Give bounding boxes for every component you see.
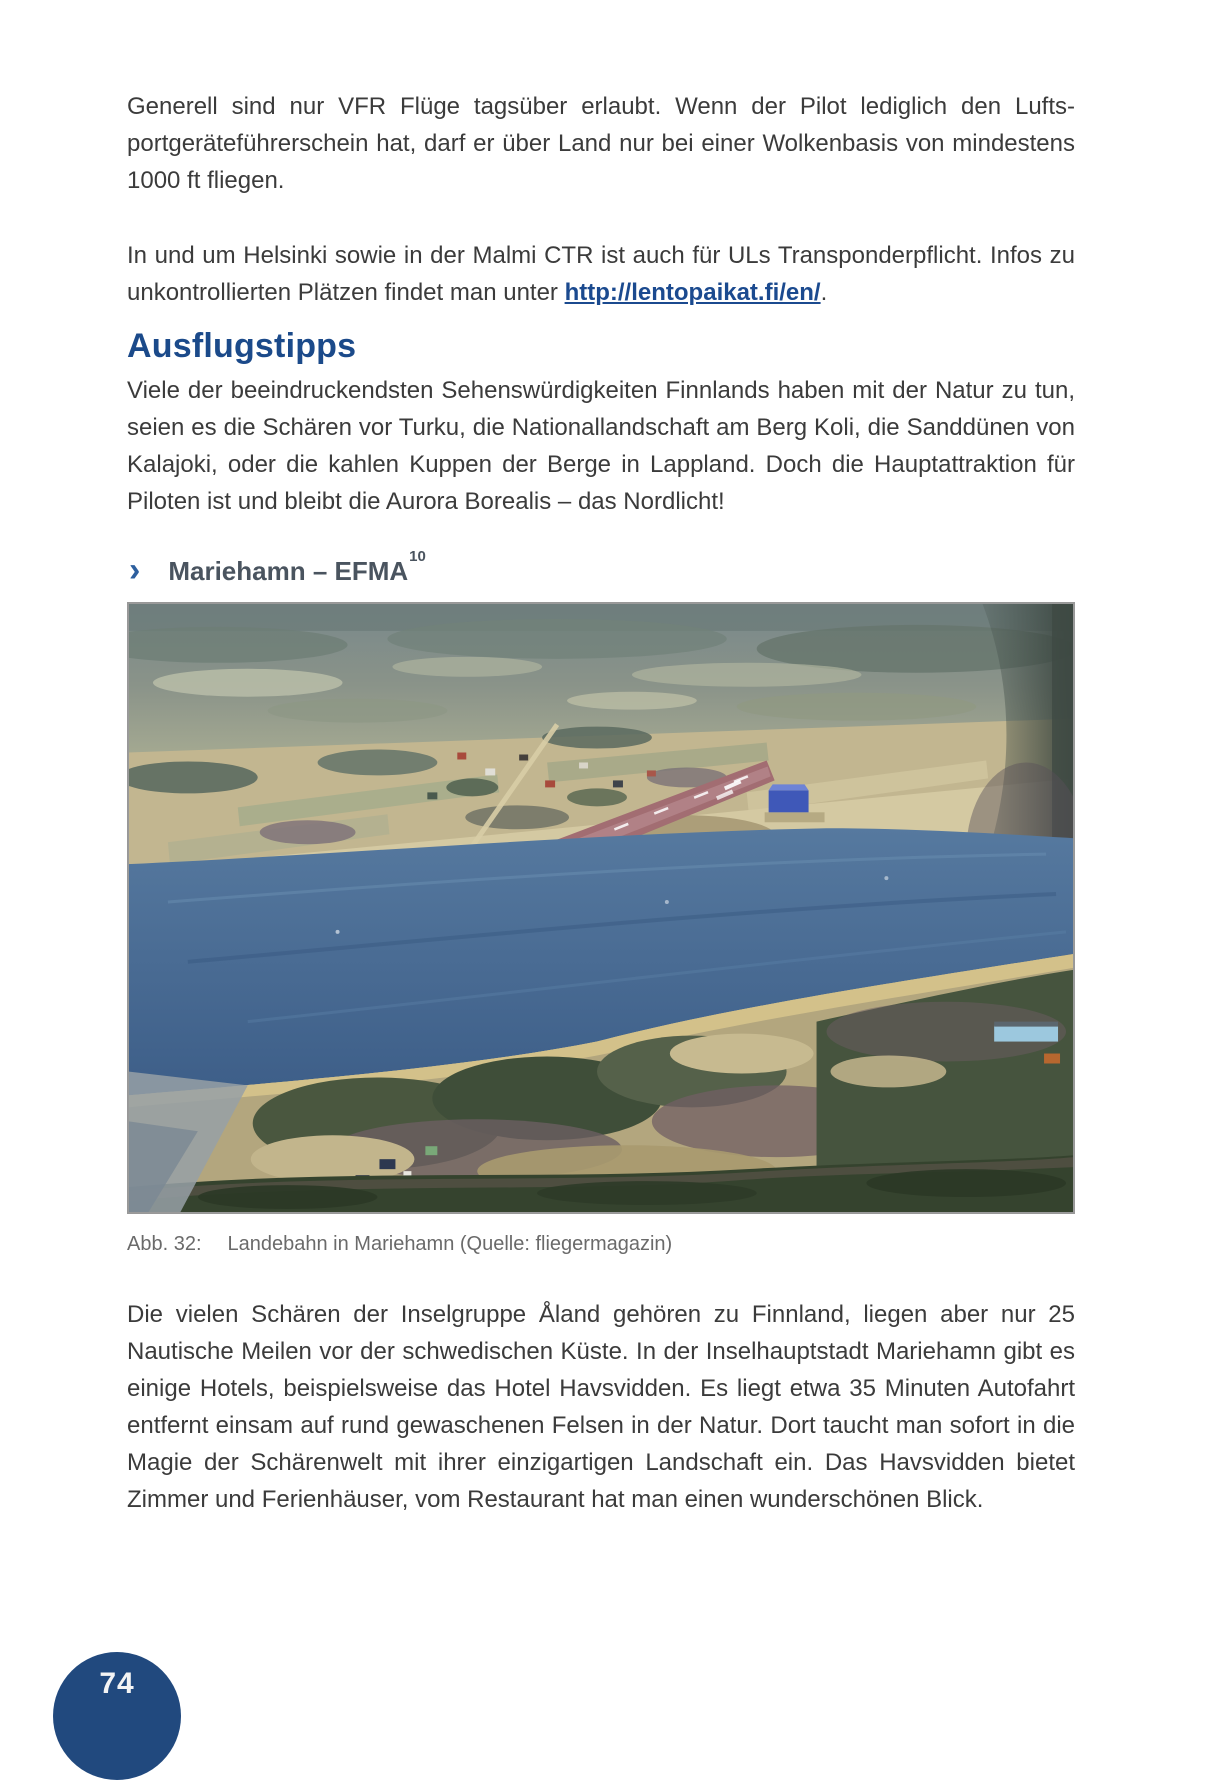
page-number-badge: [53, 1652, 181, 1780]
sentence-period: .: [820, 279, 828, 306]
paragraph-transponder: [127, 237, 1075, 311]
subsection-title: [168, 548, 426, 588]
figure-caption-label: Abb. 32:: [127, 1233, 202, 1255]
footnote-marker: 10: [409, 548, 426, 566]
figure-caption: [127, 1230, 1075, 1258]
paragraph-aland: Die vielen Schären der Inselgruppe Åland gehören zu Finnland, liegen aber nur 25 Nautische Meilen vor der schwedischen Küste. In der Inselhauptstadt Mariehamn gibt es einige Hotels, beispielsweise das Hotel Havsvidden. Es liegt etwa 35 Minuten Autofahrt entfernt einsam auf rund gewaschenen Felsen in der Natur. Dort taucht man sofort in die Magie der Schärenwelt mit ihrer einzigartigen Landschaft ein. Das Havsvidden bietet Zimmer und Ferienhäuser, vom Restaurant hat man einen wunderschönen Blick.: [127, 1301, 1075, 1513]
subsection-heading-mariehamn: [127, 548, 1075, 590]
figure-mariehamn: [127, 602, 1075, 1258]
page-number: 74: [99, 1667, 135, 1700]
chevron-right-icon: ›: [129, 551, 141, 589]
figure-caption-text: Landebahn in Mariehamn (Quelle: fliegermagazin): [227, 1233, 673, 1255]
aerial-photo-mariehamn-runway: [127, 602, 1075, 1214]
page-content: [127, 88, 1075, 1518]
paragraph-transponder-text: In und um Helsinki sowie in der Malmi CTR ist auch für ULs Transponderpflicht. Infos zu unkontrollierten Plätzen findet man unter: [127, 242, 1075, 306]
paragraph-sehenswuerdigkeiten: Viele der beeindruckendsten Sehenswürdigkeiten Finnlands haben mit der Natur zu tun, seien es die Schären vor Turku, die Nationallandschaft am Berg Koli, die Sanddünen von Kalajoki, oder die kahlen Kuppen der Berge in Lappland. Doch die Hauptattraktion für Piloten ist und bleibt die Aurora Borealis – das Nordlicht!: [127, 377, 1075, 515]
lentopaikat-link[interactable]: http://lentopaikat.fi/en/: [564, 279, 821, 306]
subsection-title-text: Mariehamn – EFMA: [168, 556, 409, 586]
paragraph-vfr-rules: Generell sind nur VFR Flüge tagsüber erlaubt. Wenn der Pilot lediglich den Luftsportgeräteführerschein hat, darf er über Land nur bei einer Wolkenbasis von mindestens 1000 ft fliegen.: [127, 93, 1075, 194]
section-heading-ausflugstipps: Ausflugstipps: [127, 327, 357, 365]
aerial-photo-illustration: [128, 603, 1074, 1213]
